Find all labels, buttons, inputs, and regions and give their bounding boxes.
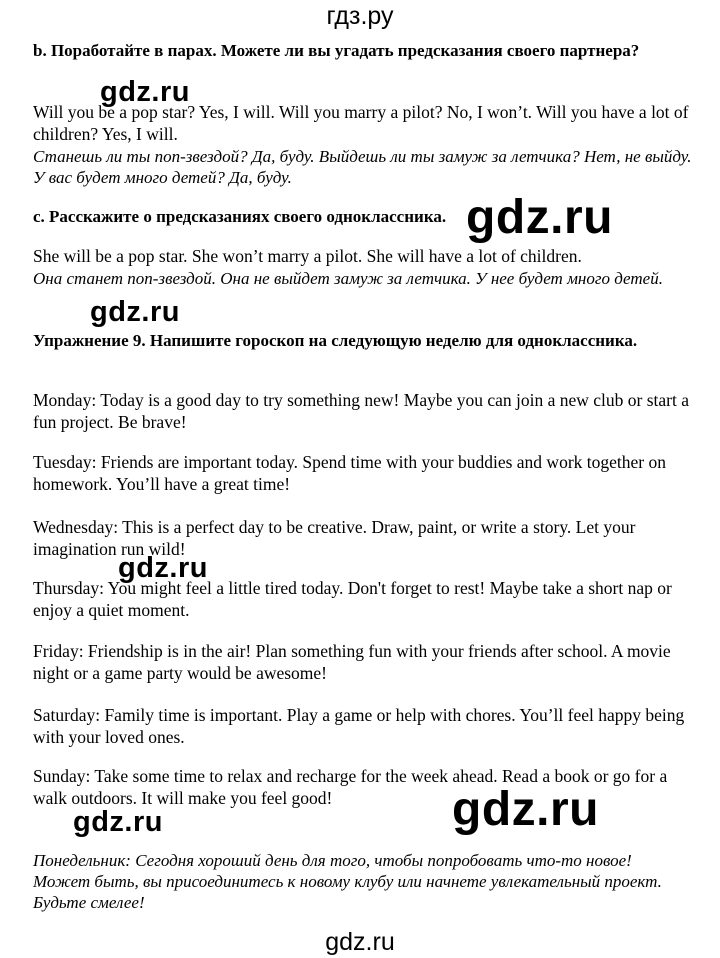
horoscope-tuesday: Tuesday: Friends are important today. Spend time with your buddies and work together on homework. You’ll have a great time! — [33, 452, 666, 494]
horoscope-sunday: Sunday: Take some time to relax and recharge for the week ahead. Read a book or go for a walk outdoors. It will make you feel good! — [33, 766, 668, 808]
exercise9-heading: Упражнение 9. Напишите гороскоп на следующую неделю для одноклассника. — [33, 331, 638, 350]
watermark: gdz.ru — [90, 296, 180, 328]
section-b-heading: b. Поработайте в парах. Можете ли вы угадать предсказания своего партнера? — [33, 41, 640, 60]
watermark: gdz.ru — [466, 191, 613, 244]
horoscope-thursday: Thursday: You might feel a little tired today. Don't forget to rest! Maybe take a short nap or enjoy a quiet moment. — [33, 578, 672, 620]
horoscope-saturday: Saturday: Family time is important. Play a game or help with chores. You’ll feel happy being with your loved ones. — [33, 705, 685, 747]
section-b-english: Will you be a pop star? Yes, I will. Will you marry a pilot? No, I won’t. Will you have a lot of children? Yes, I will. — [33, 102, 689, 144]
watermark: gdz.ru — [452, 783, 599, 836]
horoscope-wednesday: Wednesday: This is a perfect day to be creative. Draw, paint, or write a story. Let your imagination run wild! — [33, 517, 636, 559]
horoscope-monday: Monday: Today is a good day to try something new! Maybe you can join a new club or start a fun project. Be brave! — [33, 390, 690, 432]
section-b-russian: Станешь ли ты поп-звездой? Да, буду. Выйдешь ли ты замуж за летчика? Нет, не выйду. У вас будет много детей? Да, буду. — [33, 147, 692, 187]
horoscope-monday-russian: Понедельник: Сегодня хороший день для того, чтобы попробовать что-то новое! Может быть, вы присоединитесь к новому клубу или начнете увлекательный проект. Будьте смелее! — [33, 851, 662, 912]
watermark: gdz.ru — [118, 552, 208, 584]
watermark: gdz.ru — [73, 806, 163, 838]
site-footer: gdz.ru — [325, 928, 395, 956]
section-c-russian: Она станет поп-звездой. Она не выйдет замуж за летчика. У нее будет много детей. — [33, 269, 663, 288]
watermark: gdz.ru — [100, 76, 190, 108]
horoscope-friday: Friday: Friendship is in the air! Plan something fun with your friends after school. A movie night or a game party would be awesome! — [33, 641, 671, 683]
section-c-heading: c. Расскажите о предсказаниях своего одноклассника. — [33, 207, 447, 226]
site-header: гдз.ру — [326, 2, 394, 30]
section-c-english: She will be a pop star. She won’t marry a pilot. She will have a lot of children. — [33, 246, 582, 266]
